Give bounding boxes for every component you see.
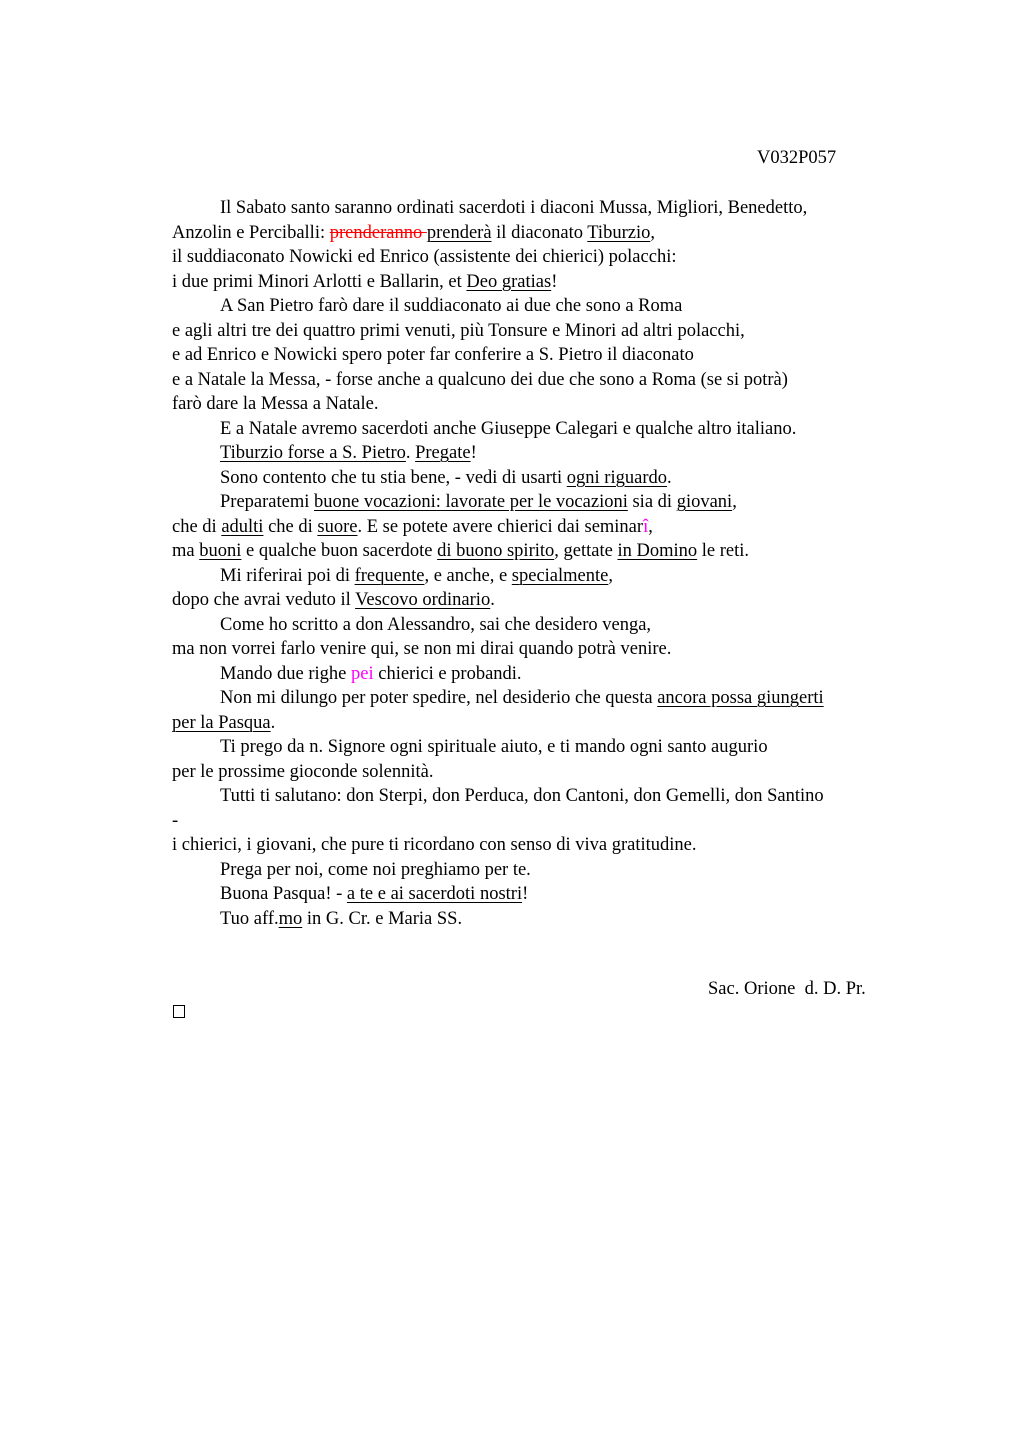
underlined-text: buone vocazioni: lavorate per le vocazioni — [314, 492, 628, 512]
text-segment: le reti. — [697, 541, 749, 561]
underlined-text: giovani — [676, 492, 733, 512]
underlined-text: specialmente — [511, 565, 609, 586]
text-segment: ma non vorrei farlo venire qui, se non mi dirai quando potrà venire. — [172, 639, 672, 659]
text-line — [172, 368, 902, 393]
text-segment: il suddiaconato Nowicki ed Enrico (assistente dei chierici) polacchi: — [172, 247, 677, 267]
underlined-text: di buono spirito — [437, 541, 555, 561]
text-line — [172, 221, 902, 246]
text-segment: il diaconato — [491, 222, 588, 243]
underlined-text: Tiburzio — [587, 222, 651, 243]
underlined-text: prenderà — [426, 222, 492, 243]
text-line — [172, 637, 902, 662]
text-segment: Tuo aff. — [220, 908, 279, 929]
text-line — [172, 515, 902, 540]
text-segment: e a Natale la Messa, - forse anche a qualcuno dei due che sono a Roma (se si potrà) — [172, 369, 788, 390]
text-segment: in G. Cr. e Maria SS. — [302, 908, 463, 929]
text-segment: , gettate — [554, 541, 618, 561]
underlined-text: a te e ai sacerdoti nostri — [346, 884, 523, 904]
text-segment: . — [270, 712, 276, 733]
page-code: V032P057 — [757, 148, 837, 168]
text-segment: Mando due righe — [220, 663, 352, 684]
letter-body — [172, 196, 902, 931]
underlined-text: ancora possa giungerti — [657, 688, 824, 708]
text-line — [172, 760, 902, 785]
text-segment: che di — [263, 516, 318, 537]
text-line — [172, 613, 902, 638]
text-segment: . — [490, 590, 495, 610]
highlighted-text: î — [643, 516, 649, 537]
text-line — [172, 319, 902, 344]
underlined-text: Pregate — [415, 443, 471, 463]
highlighted-text: pei — [351, 663, 374, 684]
text-line — [172, 343, 902, 368]
struck-through-text: prenderanno — [329, 222, 427, 243]
text-line — [172, 735, 902, 760]
text-segment: e agli altri tre dei quattro primi venuti, più Tonsure e Minori ad altri polacchi, — [172, 320, 745, 341]
text-line — [172, 392, 902, 417]
text-line — [172, 490, 902, 515]
text-line — [172, 784, 902, 809]
text-segment: ma — [172, 541, 200, 561]
text-line — [172, 417, 902, 442]
text-line — [172, 833, 902, 858]
text-line — [172, 539, 902, 564]
text-segment: , e anche, e — [424, 565, 512, 586]
text-segment: Non mi dilungo per poter spedire, nel desiderio che questa — [220, 688, 658, 708]
text-line — [172, 245, 902, 270]
text-segment: e qualche buon sacerdote — [241, 541, 438, 561]
underlined-text: per la Pasqua — [172, 712, 271, 733]
text-segment: . E se potete avere chierici dai seminar — [357, 516, 644, 537]
text-segment: Preparatemi — [220, 492, 314, 512]
underlined-text: buoni — [199, 541, 242, 561]
text-line — [172, 441, 902, 466]
text-line — [172, 711, 902, 736]
text-segment: chierici e probandi. — [373, 663, 522, 684]
text-segment: , — [608, 565, 613, 586]
text-line — [172, 294, 902, 319]
text-segment: i chierici, i giovani, che pure ti ricordano con senso di viva gratitudine. — [172, 835, 697, 855]
text-segment: e ad Enrico e Nowicki spero poter far conferire a S. Pietro il diaconato — [172, 345, 694, 365]
square-outline-icon — [173, 1005, 185, 1018]
text-segment: Tutti ti salutano: don Sterpi, don Perduca, don Cantoni, don Gemelli, don Santino — [220, 786, 824, 806]
text-segment: dopo che avrai veduto il — [172, 590, 356, 610]
text-segment: , — [648, 516, 653, 537]
text-line — [172, 809, 902, 834]
text-segment: farò dare la Messa a Natale. — [172, 394, 379, 414]
text-segment: - — [172, 810, 179, 831]
text-segment: . — [666, 467, 672, 488]
text-line — [172, 196, 902, 221]
text-segment: Anzolin e Perciballi: — [172, 222, 330, 243]
underlined-text: in Domino — [617, 541, 698, 561]
text-segment: E a Natale avremo sacerdoti anche Giuseppe Calegari e qualche altro italiano. — [220, 418, 797, 439]
underlined-text: suore — [317, 516, 358, 537]
text-segment: Il Sabato santo saranno ordinati sacerdoti i diaconi Mussa, Migliori, Benedetto, — [220, 198, 808, 218]
text-segment: Mi riferirai poi di — [220, 565, 355, 586]
underlined-text: ogni riguardo — [566, 467, 667, 488]
text-segment: Come ho scritto a don Alessandro, sai che desidero venga, — [220, 614, 652, 635]
text-segment: A San Pietro farò dare il suddiaconato ai due che sono a Roma — [220, 296, 683, 316]
text-line — [172, 882, 902, 907]
text-segment: . — [405, 443, 416, 463]
text-segment: ! — [470, 443, 477, 463]
text-line — [172, 686, 902, 711]
text-segment: Sono contento che tu stia bene, - vedi di usarti — [220, 467, 567, 488]
signature: Sac. Orione d. D. Pr. — [708, 979, 866, 999]
text-segment: sia di — [627, 492, 677, 512]
underlined-text: Tiburzio forse a S. Pietro — [220, 443, 406, 463]
text-line — [172, 588, 902, 613]
text-line — [172, 858, 902, 883]
text-segment: , — [732, 492, 737, 512]
text-segment: Ti prego da n. Signore ogni spirituale aiuto, e ti mando ogni santo augurio — [220, 737, 768, 757]
text-segment: Buona Pasqua! - — [220, 884, 347, 904]
text-segment: i due primi Minori Arlotti e Ballarin, et — [172, 271, 467, 292]
text-segment: , — [650, 222, 655, 243]
text-line — [172, 270, 902, 295]
text-line — [172, 662, 902, 687]
text-segment: Prega per noi, come noi preghiamo per te. — [220, 859, 531, 880]
underlined-text: Deo gratias — [466, 271, 552, 292]
underlined-text: mo — [278, 908, 303, 929]
text-segment: ! — [551, 271, 558, 292]
text-line — [172, 907, 902, 932]
underlined-text: frequente — [354, 565, 425, 586]
underlined-text: adulti — [221, 516, 264, 537]
text-line — [172, 564, 902, 589]
text-segment: che di — [172, 516, 222, 537]
underlined-text: Vescovo ordinario — [355, 590, 491, 610]
text-segment: per le prossime gioconde solennità. — [172, 761, 434, 782]
text-line — [172, 466, 902, 491]
text-segment: ! — [522, 884, 529, 904]
